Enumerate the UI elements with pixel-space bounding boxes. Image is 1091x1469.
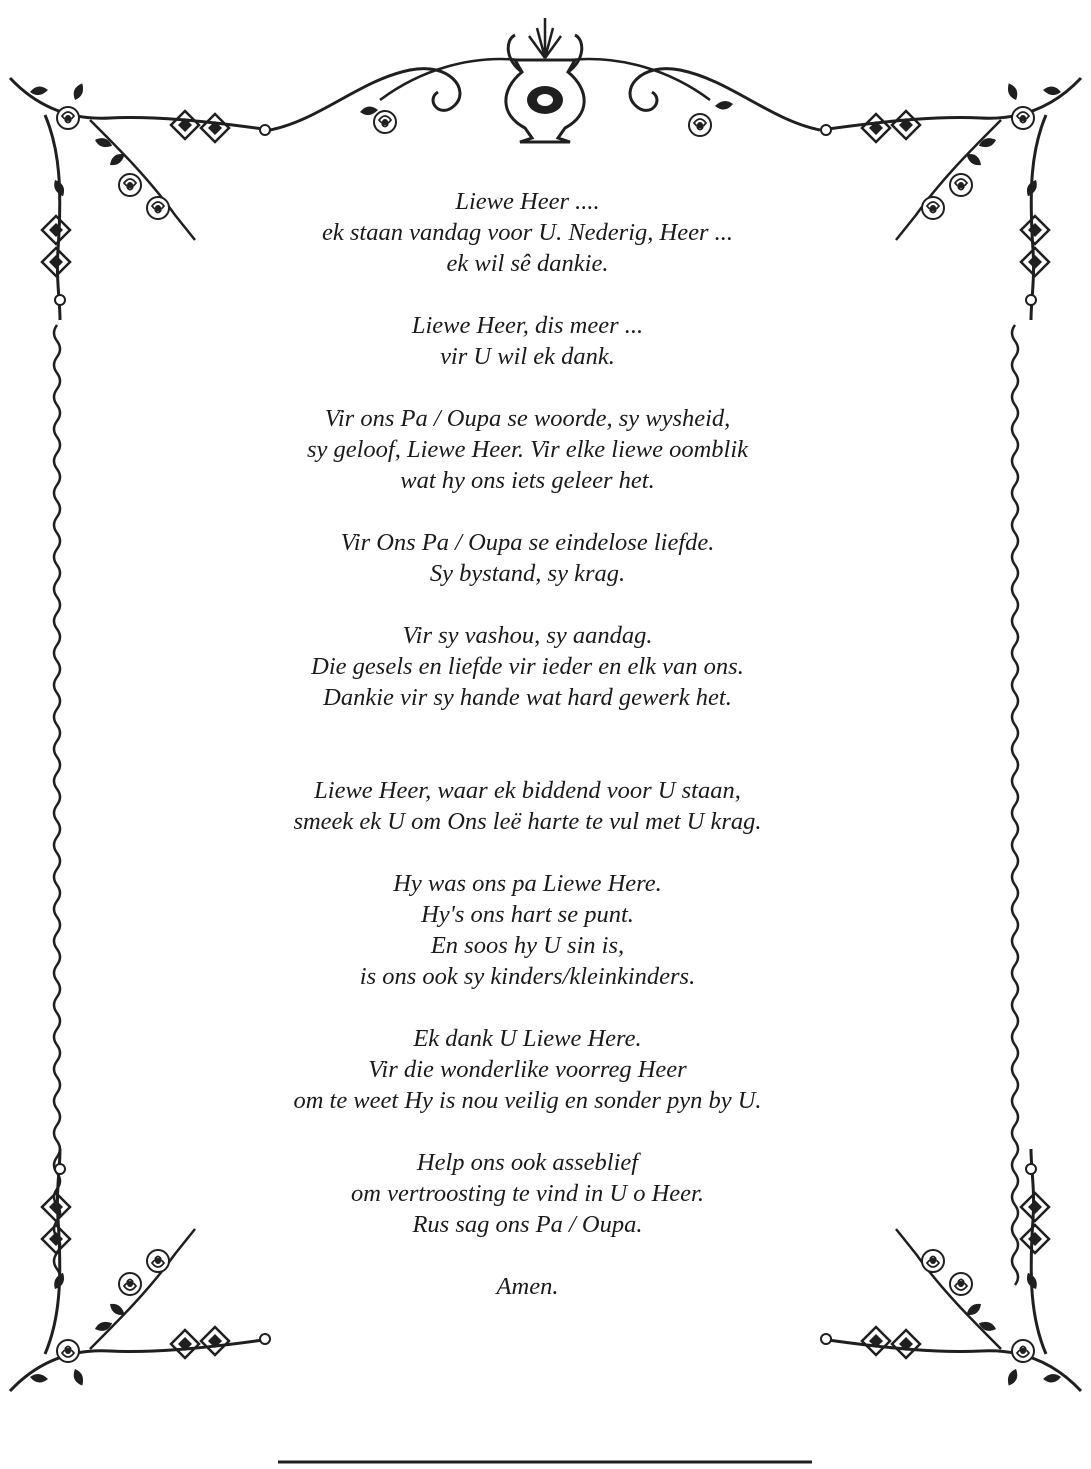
stanza (200, 620, 855, 713)
stanza (200, 403, 855, 496)
stanza (200, 310, 855, 372)
poem-line: En soos hy U sin is, (430, 932, 625, 959)
stanza (200, 775, 855, 837)
poem-line: ek wil sê dankie. (446, 250, 609, 277)
poem-line: smeek ek U om Ons leë harte te vul met U krag. (293, 808, 762, 835)
poem-line: Hy was ons pa Liewe Here. (393, 870, 662, 897)
poem-line: Liewe Heer, waar ek biddend voor U staan, (314, 777, 741, 804)
poem-line: Die gesels en liefde vir ieder en elk van ons. (311, 653, 744, 680)
poem-line: Dankie vir sy hande wat hard gewerk het. (323, 684, 732, 711)
prayer-poem (200, 186, 855, 1333)
poem-line: Rus sag ons Pa / Oupa. (412, 1211, 643, 1238)
poem-line: Amen. (496, 1273, 559, 1300)
stanza (200, 1271, 855, 1302)
poem-line: Ek dank U Liewe Here. (413, 1025, 642, 1052)
poem-line: Liewe Heer .... (455, 188, 600, 215)
urn-scroll-ornament (270, 18, 820, 142)
poem-line: vir U wil ek dank. (440, 343, 615, 370)
poem-line: Liewe Heer, dis meer ... (411, 312, 644, 339)
poem-line: Vir ons Pa / Oupa se woorde, sy wysheid, (324, 405, 731, 432)
poem-line: om vertroosting te vind in U o Heer. (351, 1180, 704, 1207)
stanza (200, 1023, 855, 1116)
poem-line: is ons ook sy kinders/kleinkinders. (359, 963, 696, 990)
stanza (200, 1147, 855, 1240)
poem-line: Vir sy vashou, sy aandag. (402, 622, 653, 649)
poem-line: Vir Ons Pa / Oupa se eindelose liefde. (340, 529, 715, 556)
poem-line: sy geloof, Liewe Heer. Vir elke liewe oomblik (306, 436, 749, 463)
stanza (200, 868, 855, 992)
poem-line: Vir die wonderlike voorreg Heer (368, 1056, 687, 1083)
stanza (200, 527, 855, 589)
poem-line: ek staan vandag voor U. Nederig, Heer ... (322, 219, 733, 246)
poem-line: om te weet Hy is nou veilig en sonder pyn by U. (293, 1087, 762, 1114)
stanza (200, 186, 855, 279)
poem-line: wat hy ons iets geleer het. (400, 467, 655, 494)
poem-line: Sy bystand, sy krag. (429, 560, 626, 587)
poem-line: Help ons ook asseblief (416, 1149, 639, 1176)
poem-line: Hy's ons hart se punt. (421, 901, 634, 928)
